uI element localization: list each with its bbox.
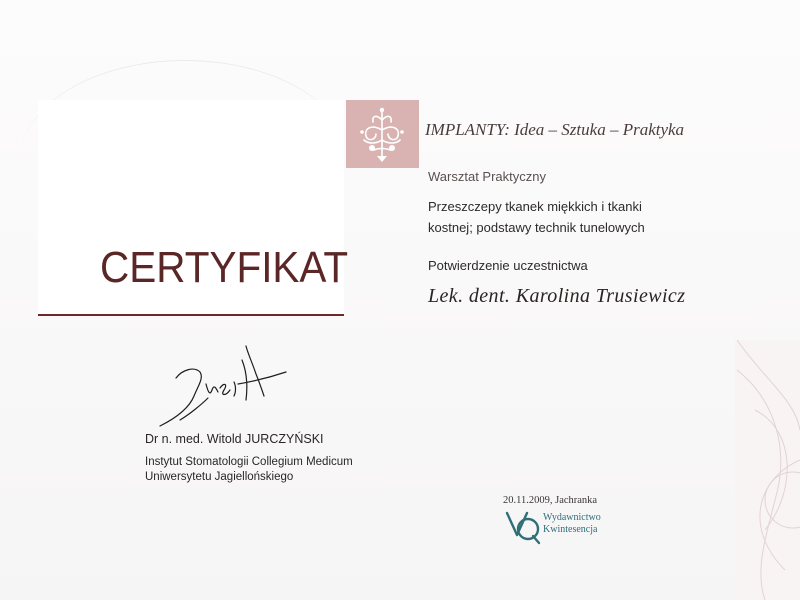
- participant-name: Lek. dent. Karolina Trusiewicz: [428, 285, 686, 307]
- handwritten-signature: [150, 340, 300, 435]
- title-underline: [38, 314, 344, 316]
- topic-line-2: kostnej; podstawy technik tunelowych: [428, 220, 645, 235]
- signatory-institution-line-1: Instytut Stomatologii Collegium Medicum: [145, 456, 353, 468]
- date-and-place: 20.11.2009, Jachranka: [503, 495, 598, 506]
- workshop-topic: [428, 196, 645, 238]
- certificate-title: CERTYFIKAT: [100, 243, 349, 292]
- workshop-type: Warsztat Praktyczny: [428, 169, 546, 184]
- topic-line-1: Przeszczepy tkanek miękkich i tkanki: [428, 199, 642, 214]
- course-series-title: IMPLANTY: Idea – Sztuka – Praktyka: [425, 120, 685, 139]
- signatory-name: Dr n. med. Witold JURCZYŃSKI: [145, 432, 324, 446]
- signatory-institution-line-2: Uniwersytetu Jagiellońskiego: [145, 471, 294, 483]
- publisher-name-line-1: Wydawnictwo: [543, 512, 601, 523]
- decorative-curves: [735, 340, 800, 600]
- floral-ornament-icon: [346, 100, 419, 168]
- vq-publisher-logo-icon: [504, 509, 542, 545]
- confirmation-label: Potwierdzenie uczestnictwa: [428, 258, 588, 273]
- publisher-name-line-2: Kwintesencja: [543, 524, 598, 535]
